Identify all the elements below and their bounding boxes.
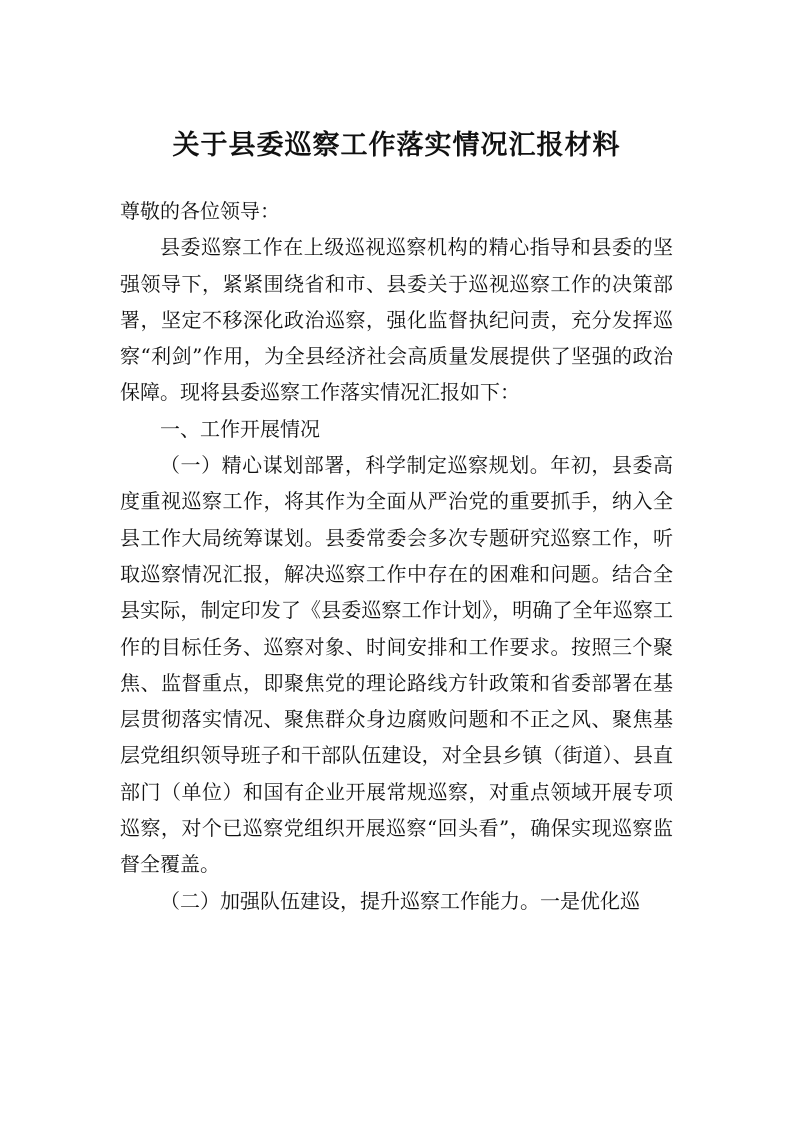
section-heading-work-status: 一、工作开展情况 — [160, 416, 320, 441]
subsection-planning-paragraph: （一）精心谋划部署，科学制定巡察规划。年初，县委高度重视巡察工作，将其作为全面从严治党的重要抓手，纳入全县工作大局统筹谋划。县委常委会多次专题研究巡察工作，听取巡察情况汇报，解决巡察工作中存在的困难和问题。结合全县实际，制定印发了《县委巡察工作计划》，明确了全年巡察工作的目标任务、巡察对象、时间安排和工作要求。按照三个聚焦、监督重点，即聚焦党的理论路线方针政策和省委部署在基层贯彻落实情况、聚焦群众身边腐败问题和不正之风、聚焦基层党组织领导班子和干部队伍建设，对全县乡镇（街道）、县直部门（单位）和国有企业开展常规巡察，对重点领域开展专项巡察，对个已巡察党组织开展巡察“回头看”，确保实现巡察监督全覆盖。 — [120, 453, 673, 877]
document-title: 关于县委巡察工作落实情况汇报材料 — [172, 130, 621, 161]
salutation: 尊敬的各位领导： — [120, 199, 280, 223]
subsection-team-building-paragraph: （二）加强队伍建设，提升巡察工作能力。一是优化巡 — [160, 888, 640, 913]
intro-paragraph: 县委巡察工作在上级巡视巡察机构的精心指导和县委的坚强领导下，紧紧围绕省和市、县委关于巡视巡察工作的决策部署，坚定不移深化政治巡察，强化监督执纪问责，充分发挥巡察“利剑”作用，为全县经济社会高质量发展提供了坚强的政治保障。现将县委巡察工作落实情况汇报如下： — [120, 235, 673, 405]
document-body — [120, 193, 673, 919]
